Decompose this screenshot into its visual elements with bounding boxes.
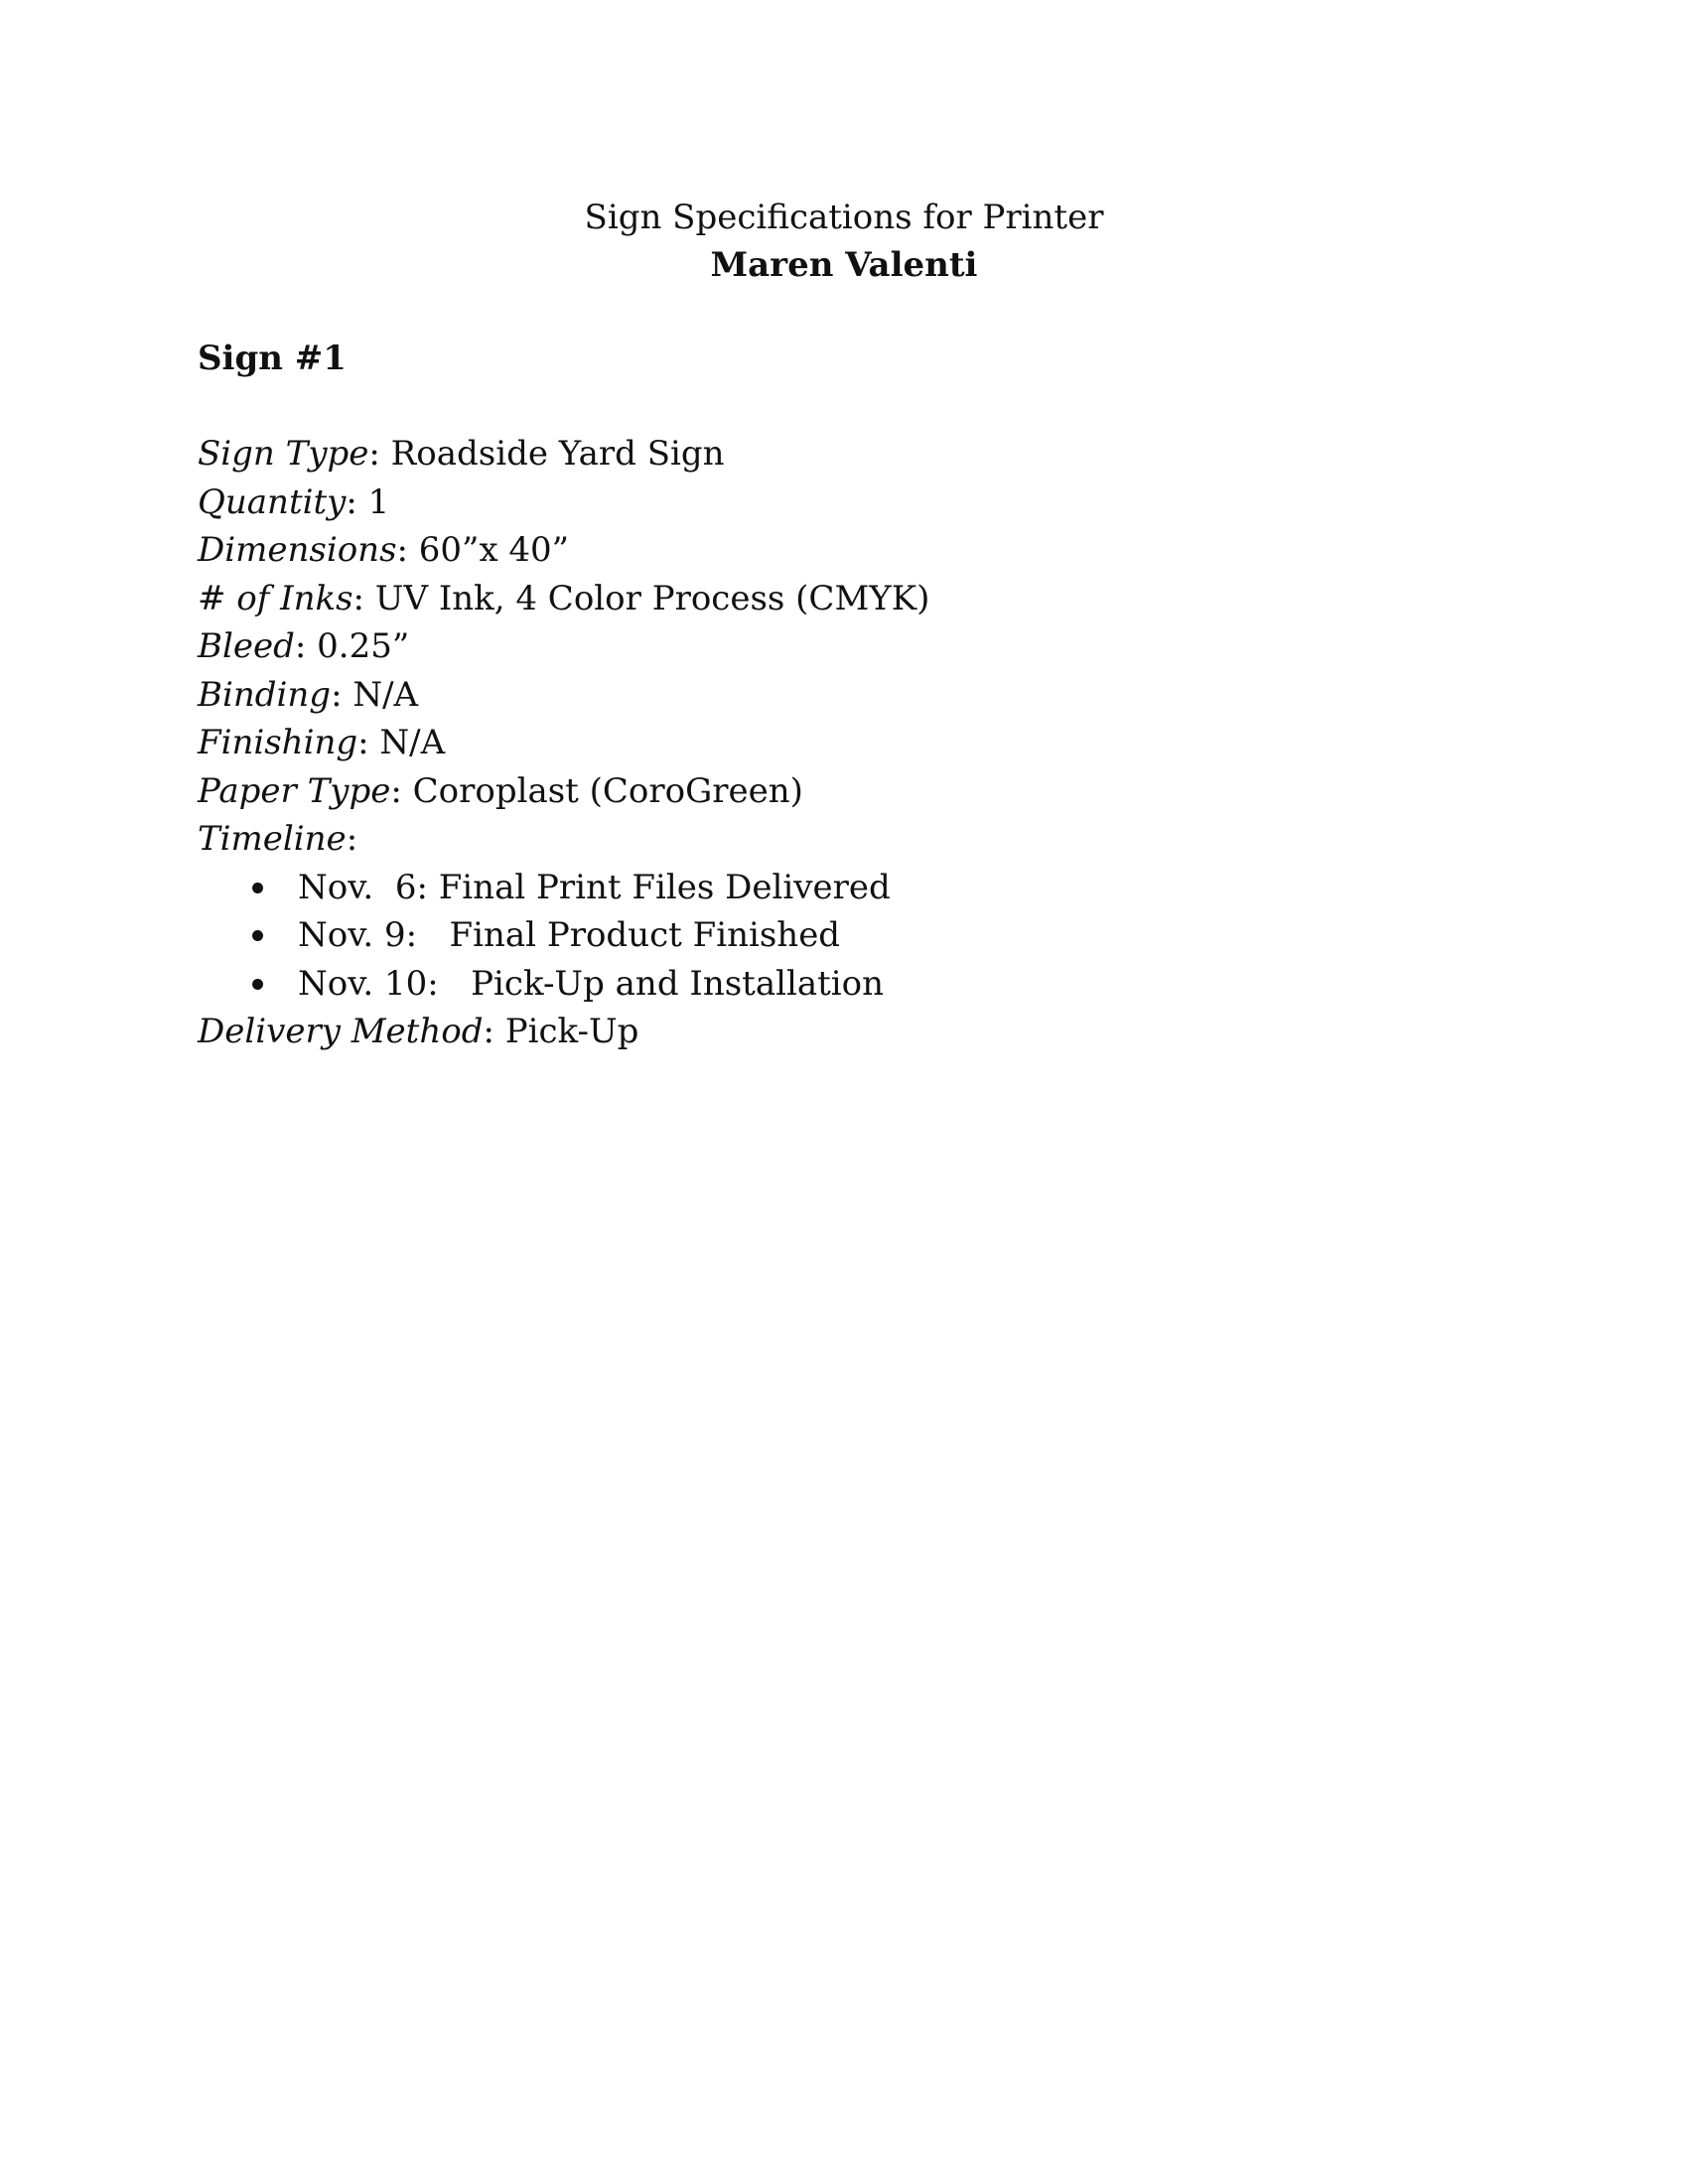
spec-label: Quantity [198, 481, 347, 522]
spec-value: : 60”x 40” [396, 530, 570, 570]
spec-row-binding [198, 671, 1488, 720]
bullet-icon [252, 979, 263, 990]
spec-label: Bleed [198, 626, 295, 666]
document-header [0, 194, 1688, 289]
timeline-list [198, 864, 1488, 1009]
spec-list [198, 430, 1488, 1056]
spec-value: : Pick-Up [483, 1012, 639, 1051]
spec-label: Delivery Method [198, 1012, 484, 1051]
spec-row-sign-type [198, 430, 1488, 478]
spec-label: Binding [198, 674, 332, 715]
spec-row-dimensions [198, 526, 1488, 575]
document-author: Maren Valenti [710, 245, 978, 285]
spec-label: Timeline [198, 819, 347, 859]
timeline-item-text: Nov. 9: Final Product Finished [298, 915, 841, 955]
bullet-icon [252, 883, 263, 893]
spec-label: Finishing [198, 723, 358, 762]
spec-row-bleed [198, 622, 1488, 671]
timeline-item [252, 911, 1488, 960]
timeline-item [252, 960, 1488, 1009]
spec-value: : N/A [357, 723, 446, 762]
timeline-item-text: Nov. 10: Pick-Up and Installation [298, 963, 885, 1004]
timeline-item-text: Nov. 6: Final Print Files Delivered [298, 867, 891, 907]
spec-label: Paper Type [198, 770, 391, 811]
bullet-icon [252, 930, 263, 941]
timeline-item [252, 864, 1488, 912]
spec-value: : Coroplast (CoroGreen) [390, 770, 803, 811]
spec-value: : 1 [346, 481, 390, 522]
spec-value: : [346, 819, 358, 859]
spec-row-inks [198, 575, 1488, 623]
spec-label: Sign Type [198, 434, 369, 474]
spec-label: Dimensions [198, 530, 397, 570]
spec-row-paper-type [198, 767, 1488, 816]
spec-row-timeline [198, 815, 1488, 864]
spec-value: : 0.25” [294, 626, 410, 666]
spec-row-finishing [198, 719, 1488, 767]
sign-heading: Sign #1 [198, 339, 347, 378]
spec-value: : UV Ink, 4 Color Process (CMYK) [352, 578, 930, 618]
spec-row-quantity [198, 478, 1488, 527]
spec-value: : Roadside Yard Sign [368, 434, 725, 474]
spec-value: : N/A [331, 674, 419, 715]
spec-label: # of Inks [198, 578, 353, 618]
document-title: Sign Specifications for Printer [584, 198, 1104, 237]
sign-section [198, 335, 1488, 1056]
spec-row-delivery-method [198, 1008, 1488, 1056]
